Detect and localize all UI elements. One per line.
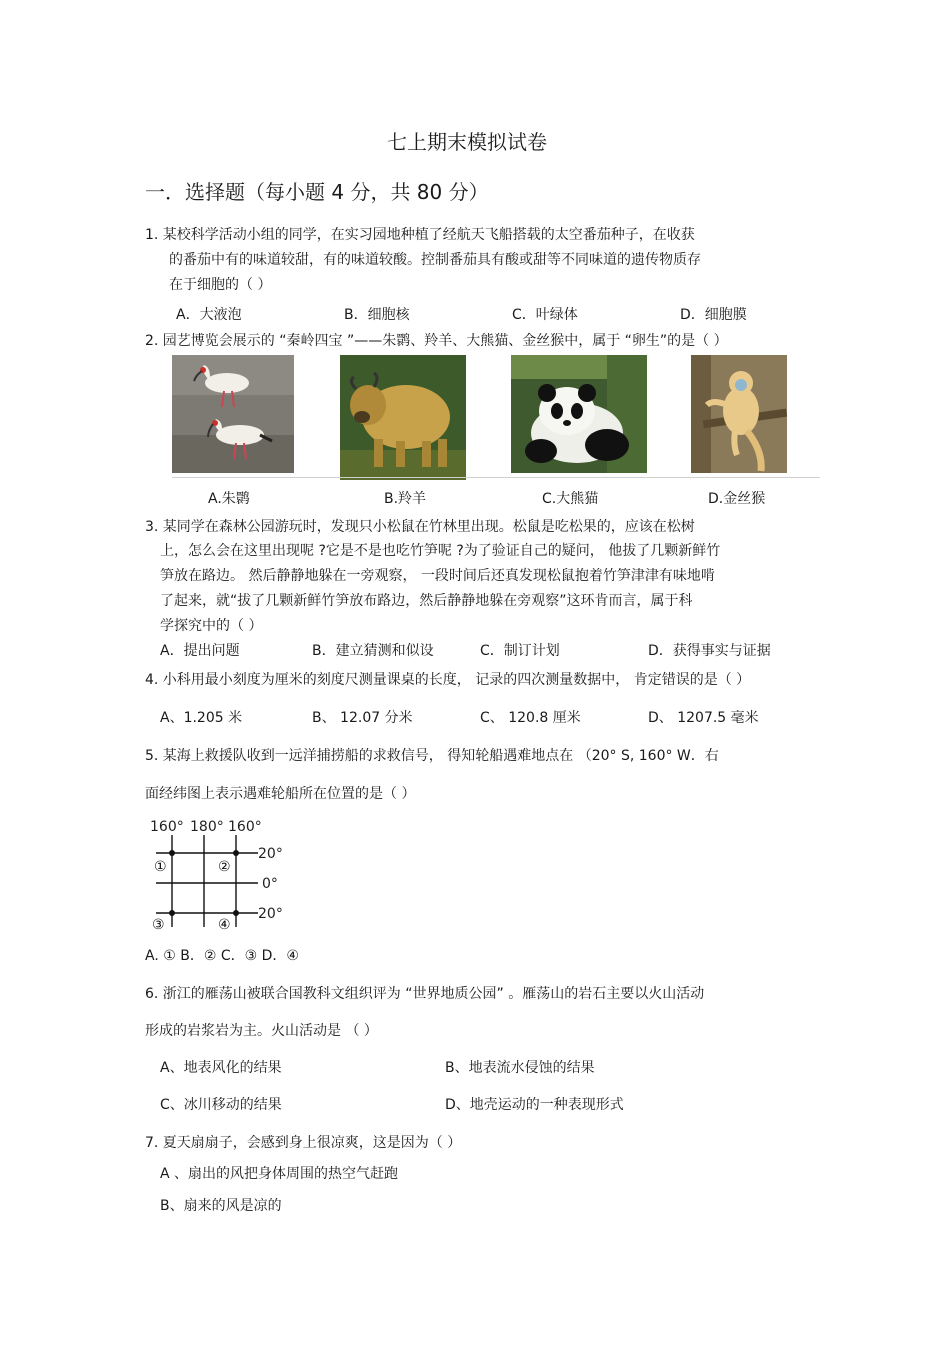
- q2-stem: 2. 园艺博览会展示的 “秦岭四宝 ”——朱鹮、羚羊、大熊猫、金丝猴中，属于 “卵生”的是（ ）: [145, 333, 728, 349]
- takin-photo: [340, 355, 466, 480]
- q7-stem: 7. 夏天扇扇子，会感到身上很凉爽，这是因为（ ）: [145, 1135, 462, 1151]
- q3-line-2: 上，怎么会在这里出现呢 ?它是不是也吃竹笋呢 ?为了验证自己的疑问， 他拔了几颗新鲜竹: [160, 543, 721, 559]
- section-heading: 一．选择题（每小题 4 分，共 80 分）: [145, 180, 489, 204]
- q2-caption-a: A.朱鹮: [208, 491, 250, 507]
- crested-ibis-photo: [172, 355, 294, 473]
- grid-top-label-2: 180°: [190, 819, 224, 835]
- grid-right-label-2: 0°: [262, 876, 278, 892]
- q1-option-b: B．细胞核: [344, 307, 410, 323]
- grid-top-label-3: 160°: [228, 819, 262, 835]
- q3-option-c: C．制订计划: [480, 643, 560, 659]
- q1-line-1: 1. 某校科学活动小组的同学，在实习园地种植了经航天飞船搭载的太空番茄种子，在收获: [145, 227, 695, 243]
- q7-option-a: A 、扇出的风把身体周围的热空气赶跑: [160, 1166, 399, 1182]
- grid-point-1: ①: [154, 859, 167, 875]
- q1-option-d: D．细胞膜: [680, 307, 747, 323]
- grid-right-label-3: 20°: [258, 906, 283, 922]
- grid-point-4: ④: [218, 917, 231, 933]
- q6-option-c: C、冰川移动的结果: [160, 1097, 282, 1113]
- q5-line-1: 5. 某海上救援队收到一远洋捕捞船的求救信号， 得知轮船遇难地点在 （20° S, 160° W．右: [145, 748, 719, 764]
- q3-option-b: B．建立猜测和似设: [312, 643, 434, 659]
- q7-option-b: B、扇来的风是凉的: [160, 1198, 282, 1214]
- q3-option-d: D．获得事实与证据: [648, 643, 771, 659]
- q3-line-3: 笋放在路边。 然后静静地躲在一旁观察， 一段时间后还真发现松鼠抱着竹笋津津有味地啃: [160, 568, 715, 584]
- q6-option-d: D、地壳运动的一种表现形式: [445, 1097, 624, 1113]
- q4-stem: 4. 小科用最小刻度为厘米的刻度尺测量课桌的长度， 记录的四次测量数据中， 肯定错误的是（ ）: [145, 672, 751, 688]
- grid-top-label-1: 160°: [150, 819, 184, 835]
- q4-option-a: A、1.205 米: [160, 710, 243, 726]
- q2-caption-c: C.大熊猫: [542, 491, 599, 507]
- grid-right-label-1: 20°: [258, 846, 283, 862]
- q1-line-2: 的番茄中有的味道较甜，有的味道较酸。控制番茄具有酸或甜等不同味道的遗传物质存: [169, 252, 701, 268]
- q1-line-3: 在于细胞的（ ）: [169, 277, 272, 293]
- q2-caption-b: B.羚羊: [384, 491, 427, 507]
- photo-baseline: [172, 477, 820, 478]
- lat-long-grid: [146, 815, 296, 937]
- q2-caption-d: D.金丝猴: [708, 491, 766, 507]
- q5-line-2: 面经纬图上表示遇难轮船所在位置的是（ ）: [145, 786, 416, 802]
- q4-option-b: B、 12.07 分米: [312, 710, 413, 726]
- q5-answer-options: A. ① B．② C．③ D．④: [145, 948, 299, 964]
- q6-option-a: A、地表风化的结果: [160, 1060, 282, 1076]
- grid-point-2: ②: [218, 859, 231, 875]
- grid-point-3: ③: [152, 917, 165, 933]
- q1-option-c: C．叶绿体: [512, 307, 578, 323]
- q3-line-5: 学探究中的（ ）: [160, 618, 263, 634]
- q3-line-4: 了起来，就“拔了几颗新鲜竹笋放布路边，然后静静地躲在旁观察”这环肯而言，属于科: [160, 593, 693, 609]
- giant-panda-photo: [511, 355, 647, 473]
- golden-monkey-photo: [691, 355, 787, 473]
- q6-line-1: 6. 浙江的雁荡山被联合国教科文组织评为 “世界地质公园” 。雁荡山的岩石主要以火山活动: [145, 986, 705, 1002]
- q1-option-a: A．大液泡: [176, 307, 242, 323]
- q3-line-1: 3. 某同学在森林公园游玩时，发现只小松鼠在竹林里出现。松鼠是吃松果的，应该在松树: [145, 519, 695, 535]
- q6-line-2: 形成的岩浆岩为主。火山活动是 （ ）: [145, 1023, 378, 1039]
- document-title: 七上期末模拟试卷: [387, 130, 547, 154]
- q3-option-a: A．提出问题: [160, 643, 240, 659]
- q4-option-c: C、 120.8 厘米: [480, 710, 581, 726]
- q4-option-d: D、 1207.5 毫米: [648, 710, 759, 726]
- q6-option-b: B、地表流水侵蚀的结果: [445, 1060, 595, 1076]
